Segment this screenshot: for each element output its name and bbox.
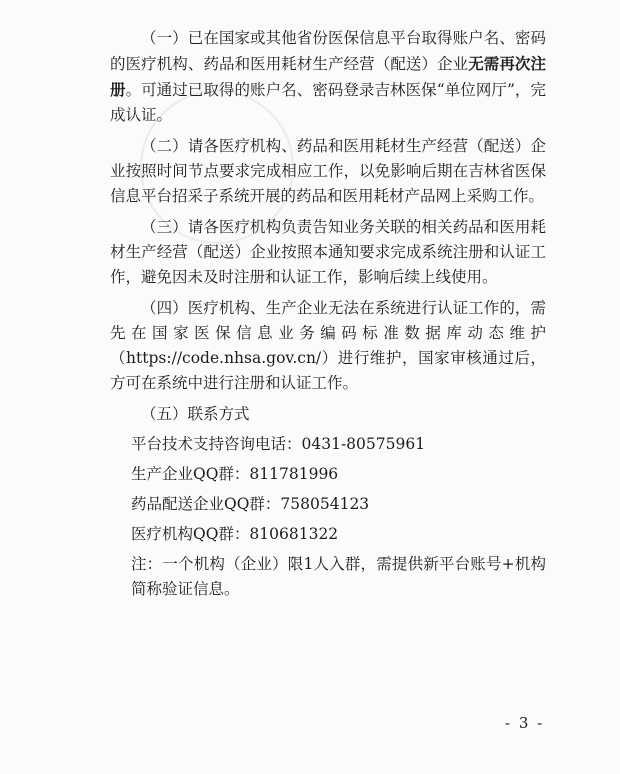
paragraph-2: （二）请各医疗机构、药品和医用耗材生产经营（配送）企业按照时间节点要求完成相应工作，以免影响后期在吉林省医保信息平台招采子系统开展的药品和医用耗材产品网上采购工作。 xyxy=(110,137,546,205)
document-body xyxy=(110,26,546,602)
paragraph-4: （四）医疗机构、生产企业无法在系统进行认证工作的，需先在国家医保信息业务编码标准数据库动态维护（https://code.nhsa.gov.cn/）进行维护，国家审核通过后，方可在系统中进行注册和认证工作。 xyxy=(110,299,546,392)
contact-qq-distributors: 药品配送企业QQ群：758054123 xyxy=(131,495,370,513)
page-number: - 3 - xyxy=(505,714,545,732)
note: 注：一个机构（企业）限1人入群，需提供新平台账号+机构简称验证信息。 xyxy=(131,555,546,598)
paragraph-1-bold: 无需再次注册 xyxy=(110,54,546,99)
paragraph-1-text-b: 。可通过已取得的账户名、密码登录吉林医保“单位网厅”，完成认证。 xyxy=(110,81,546,124)
contact-qq-medical: 医疗机构QQ群：810681322 xyxy=(131,525,339,543)
contact-phone: 平台技术支持咨询电话：0431-80575961 xyxy=(131,435,426,453)
paragraph-5-heading: （五）联系方式 xyxy=(141,405,250,423)
contact-qq-producers: 生产企业QQ群：811781996 xyxy=(131,465,339,483)
paragraph-1-text-a: （一）已在国家或其他省份医保信息平台取得账户名、密码的医疗机构、药品和医用耗材生产经营（配送）企业 xyxy=(110,29,546,73)
paragraph-1 xyxy=(110,26,546,128)
paragraph-3: （三）请各医疗机构负责告知业务关联的相关药品和医用耗材生产经营（配送）企业按照本通知要求完成系统注册和认证工作，避免因未及时注册和认证工作，影响后续上线使用。 xyxy=(110,218,546,286)
